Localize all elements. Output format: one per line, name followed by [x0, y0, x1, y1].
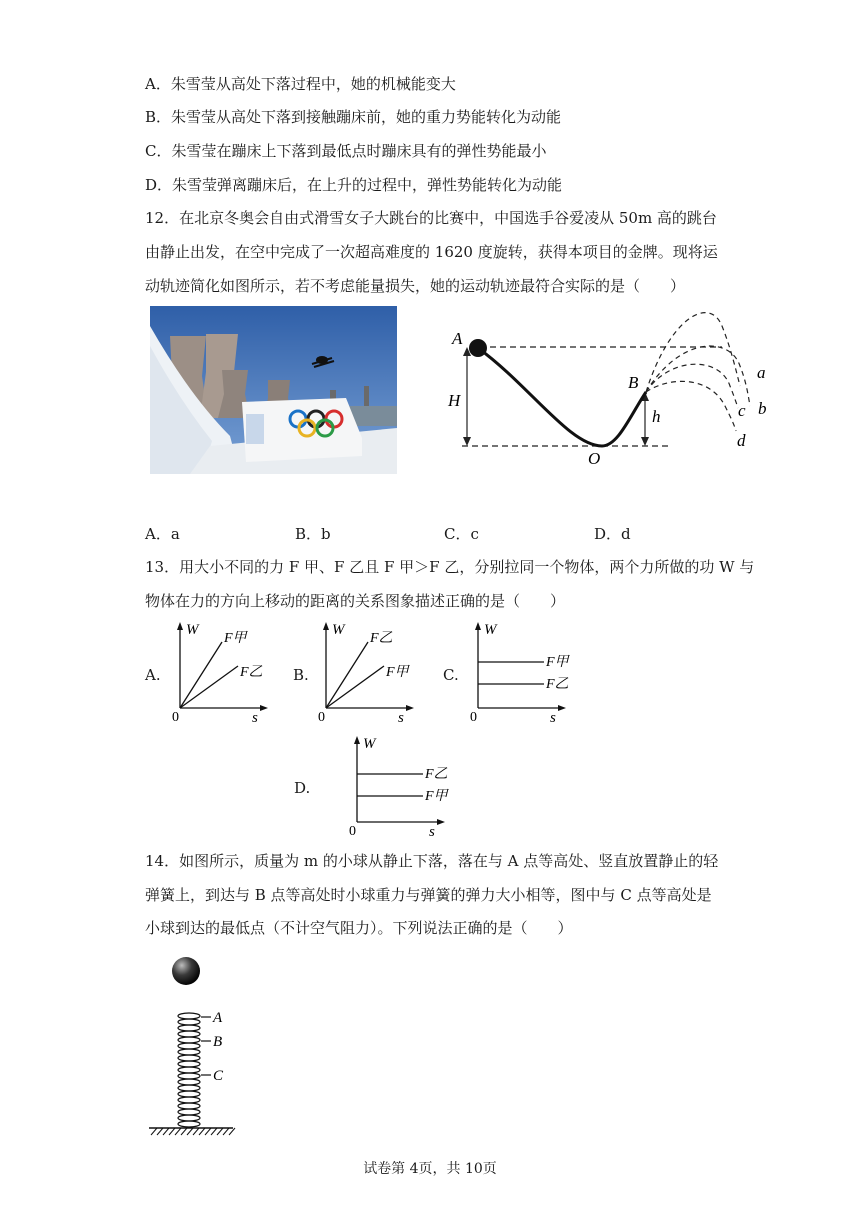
label-traj-b: b: [758, 399, 767, 418]
axis-s-label: s: [398, 710, 404, 726]
axis-w-label: W: [484, 622, 497, 638]
q11-option-b: B．朱雪莹从高处下落到接触蹦床前，她的重力势能转化为动能: [145, 108, 562, 126]
line-f-yi: F乙: [546, 677, 569, 692]
line-f-jia: F甲: [546, 655, 569, 670]
axis-origin: 0: [318, 710, 325, 725]
q14-stem-line1: 14．如图所示，质量为 m 的小球从静止下落，落在与 A 点等高处、竖直放置静止的轻: [145, 852, 719, 870]
axis-s-label: s: [252, 710, 258, 726]
q13-graph-b: [314, 620, 424, 726]
q12-option-c: C．c: [444, 525, 479, 543]
axis-origin: 0: [172, 710, 179, 725]
q13-label-c: C.: [443, 666, 459, 684]
q13-label-a: A.: [145, 666, 161, 684]
q13-stem-line2: 物体在力的方向上移动的距离的关系图象描述正确的是（ ）: [145, 592, 566, 610]
page-footer: 试卷第 4页，共 10页: [363, 1161, 497, 1177]
q12-option-d: D．d: [594, 525, 631, 543]
q12-option-a: A．a: [145, 525, 180, 543]
label-h-small: h: [652, 407, 661, 426]
q12-stem-line1: 12．在北京冬奥会自由式滑雪女子大跳台的比赛中，中国选手谷爱凌从 50m 高的跳台: [145, 209, 717, 227]
ski-jump-photo: [150, 306, 397, 474]
line-f-jia: F甲: [425, 789, 448, 804]
label-b-point: B: [628, 373, 639, 392]
q14-stem-line3: 小球到达的最低点（不计空气阻力）。下列说法正确的是（ ）: [145, 919, 573, 937]
q12-stem-line3: 动轨迹简化如图所示，若不考虑能量损失，她的运动轨迹最符合实际的是（ ）: [145, 277, 686, 295]
q13-label-d: D.: [294, 779, 311, 797]
line-f-yi: F乙: [240, 665, 263, 680]
trajectory-diagram: [440, 306, 790, 476]
line-f-yi: F乙: [425, 767, 448, 782]
label-traj-a: a: [757, 363, 766, 382]
label-traj-d: d: [737, 431, 746, 450]
spring-point-c: C: [213, 1068, 224, 1084]
axis-origin: 0: [349, 824, 356, 839]
axis-s-label: s: [429, 824, 435, 840]
spring-point-b: B: [213, 1034, 223, 1050]
q13-graph-a: [168, 620, 278, 726]
q13-graph-c: [466, 620, 576, 726]
axis-w-label: W: [186, 622, 199, 638]
label-h-big: H: [448, 391, 461, 410]
q12-option-b: B．b: [295, 525, 331, 543]
axis-w-label: W: [332, 622, 345, 638]
q14-stem-line2: 弹簧上，到达与 B 点等高处时小球重力与弹簧的弹力大小相等，图中与 C 点等高处是: [145, 886, 712, 904]
q11-option-c: C．朱雪莹在蹦床上下落到最低点时蹦床具有的弹性势能最小: [145, 142, 547, 160]
spring-ball-diagram: [145, 950, 255, 1140]
q11-option-a: A．朱雪莹从高处下落过程中，她的机械能变大: [145, 75, 456, 93]
label-traj-c: c: [738, 401, 746, 420]
axis-w-label: W: [363, 736, 376, 752]
q13-label-b: B.: [293, 666, 309, 684]
line-f-yi: F乙: [370, 631, 393, 646]
q11-option-d: D．朱雪莹弹离蹦床后，在上升的过程中，弹性势能转化为动能: [145, 176, 563, 194]
line-f-jia: F甲: [224, 631, 247, 646]
q13-graph-d: [345, 734, 455, 840]
axis-s-label: s: [550, 710, 556, 726]
q12-stem-line2: 由静止出发，在空中完成了一次超高难度的 1620 度旋转，获得本项目的金牌。现将运: [145, 243, 718, 261]
label-a-point: A: [452, 329, 463, 348]
label-o-point: O: [588, 449, 601, 468]
spring-point-a: A: [213, 1010, 223, 1026]
line-f-jia: F甲: [386, 665, 409, 680]
axis-origin: 0: [470, 710, 477, 725]
q13-stem-line1: 13．用大小不同的力 F 甲、F 乙且 F 甲＞F 乙，分别拉同一个物体，两个力所做的功 W 与: [145, 558, 755, 576]
